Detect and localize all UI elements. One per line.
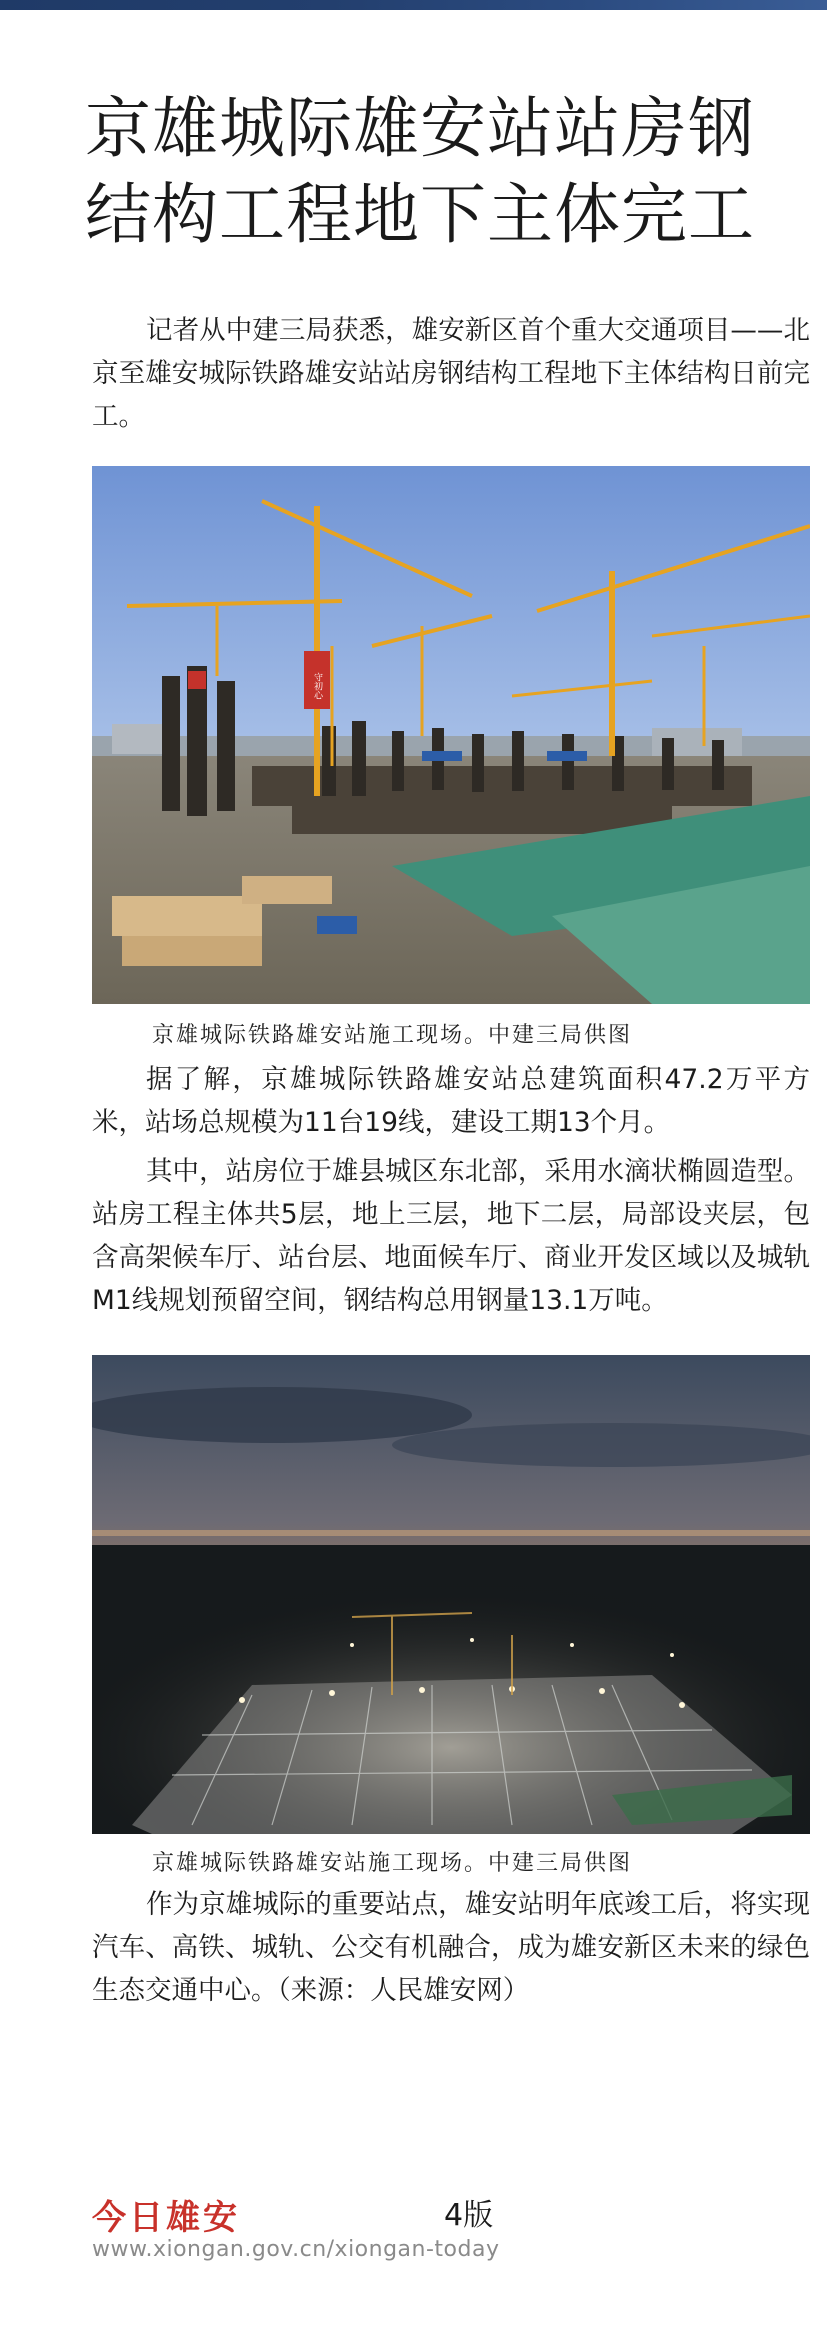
footer-page-number: 4版	[444, 2198, 494, 2233]
article-paragraph-3: 其中，站房位于雄县城区东北部，采用水滴状椭圆造型。站房工程主体共5层，地上三层，地下二层，局部设夹层，包含高架候车厅、站台层、地面候车厅、商业开发区域以及城轨M1线规划预留空间，钢结构总用钢量13.1万吨。	[92, 1156, 810, 1316]
construction-photo-night	[92, 1355, 810, 1834]
crane-sign-text: 守初心	[312, 672, 322, 700]
footer-url: www.xiongan.gov.cn/xiongan-today	[92, 2237, 500, 2262]
article-paragraph-1: 记者从中建三局获悉，雄安新区首个重大交通项目——北京至雄安城际铁路雄安站站房钢结构工程地下主体结构日前完工。	[92, 315, 810, 432]
photo-caption-2: 京雄城际铁路雄安站施工现场。中建三局供图	[152, 1851, 633, 1876]
article-paragraph-4: 作为京雄城际的重要站点，雄安站明年底竣工后，将实现汽车、高铁、城轨、公交有机融合，成为雄安新区未来的绿色生态交通中心。（来源：人民雄安网）	[92, 1889, 810, 2006]
article-title	[60, 86, 780, 258]
title-line-1: 京雄城际雄安站站房钢	[85, 90, 755, 167]
title-line-2: 结构工程地下主体完工	[85, 176, 755, 253]
construction-photo-day	[92, 466, 810, 1004]
photo-caption-1: 京雄城际铁路雄安站施工现场。中建三局供图	[152, 1023, 633, 1048]
article-paragraph-2: 据了解，京雄城际铁路雄安站总建筑面积47.2万平方米，站场总规模为11台19线，建设工期13个月。	[92, 1064, 810, 1138]
top-accent-bar	[0, 0, 827, 10]
footer-logo: 今日雄安	[92, 2198, 240, 2238]
